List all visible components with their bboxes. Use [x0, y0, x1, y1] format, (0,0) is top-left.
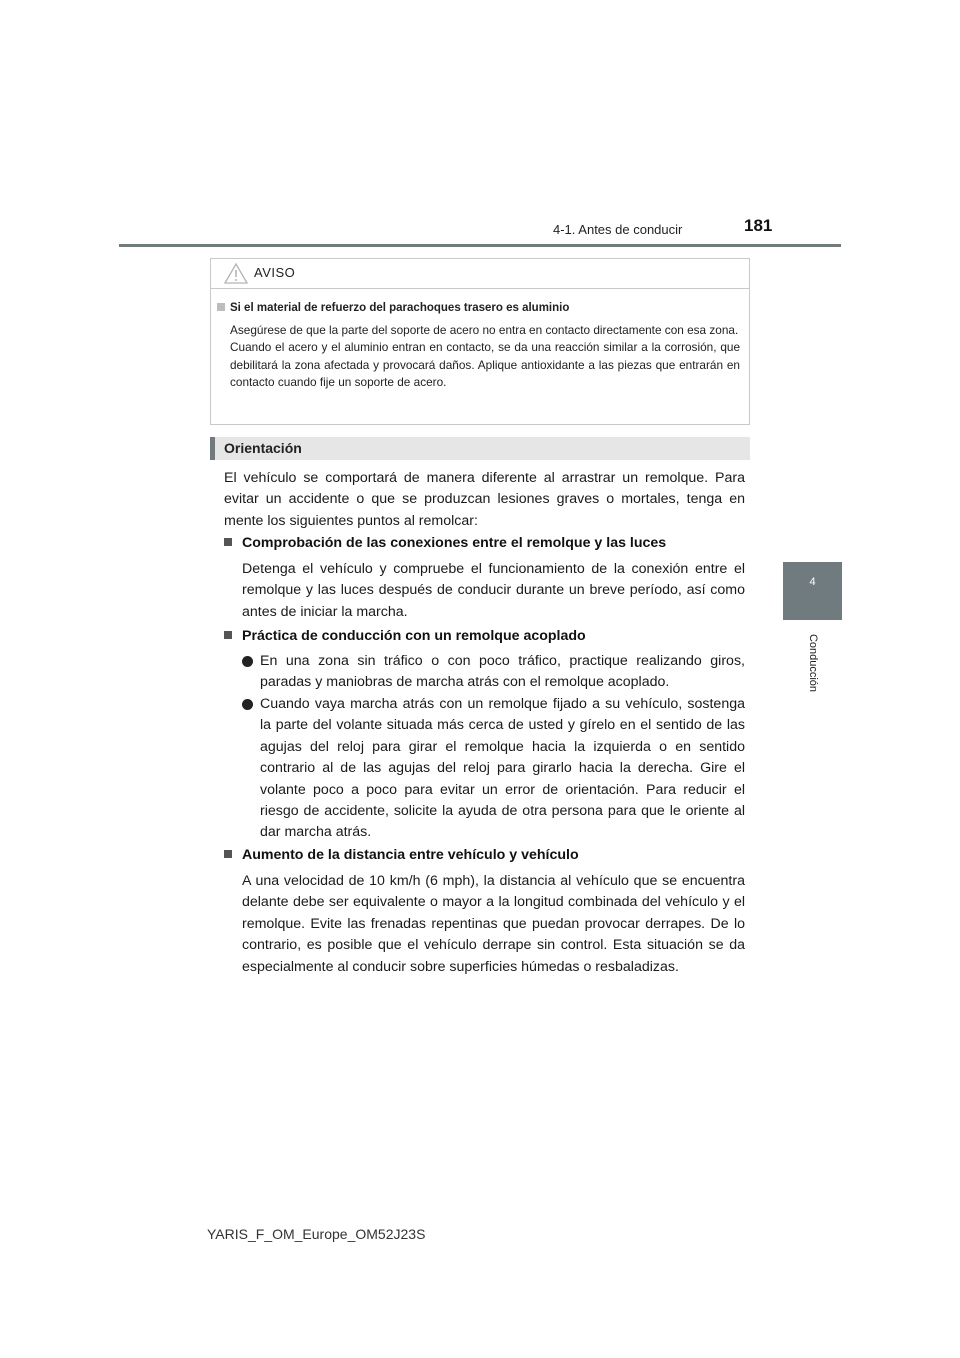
warning-box: [210, 258, 750, 425]
warning-title: AVISO: [254, 265, 296, 280]
warning-paragraph: Asegúrese de que la parte del soporte de acero no entra en contacto directamente con esa zona.: [230, 323, 739, 337]
item-heading: Aumento de la distancia entre vehículo y vehículo: [224, 847, 579, 863]
item-text: A una velocidad de 10 km/h (6 mph), la distancia al vehículo que se encuentra delante debe ser equivalente o mayor a la longitud combinada del vehículo y el remolque. Evite las frenadas repentinas que puedan provocar derrapes. De lo contrario, es posible que el vehículo derrape sin control. Esta situación se da especialmente al conducir sobre superficies húmedas o resbaladizas.: [242, 873, 745, 975]
item-heading: Práctica de conducción con un remolque acoplado: [224, 628, 586, 644]
header-divider: [119, 244, 841, 247]
chapter-tab: [783, 562, 842, 620]
section-intro: El vehículo se comportará de manera diferente al arrastrar un remolque. Para evitar un accidente o que se produzcan lesiones graves o mortales, tenga en mente los siguientes puntos al remolcar:: [224, 470, 745, 529]
header-section-label: 4-1. Antes de conducir: [553, 222, 683, 237]
warning-header: [211, 259, 749, 289]
section-heading-bar: [210, 437, 750, 460]
list-item: Cuando vaya marcha atrás con un remolque fijado a su vehículo, sostenga la parte del volante situada más cerca de usted y gírelo en el sentido de las agujas del reloj para girar el remolque hacia la izquierda o en sentido contrario al de las agujas del reloj para girarlo hacia la derecha. Gire el volante poco a poco para evitar un error de orientación. Para reducir el riesgo de accidente, solicite la ayuda de otra persona para que le oriente al dar marcha atrás.: [242, 694, 745, 844]
page-number: 181: [744, 216, 773, 235]
warning-subtitle: Si el material de refuerzo del parachoques trasero es aluminio: [217, 302, 569, 314]
section-heading-accent: [210, 437, 215, 460]
warning-paragraph: Cuando el acero y el aluminio entran en contacto, se da una reacción similar a la corrosión, que debilitará la zona afectada y provocará daños. Aplique antioxidante a las piezas que entrarán en contacto cuando fije un soporte de acero.: [230, 340, 740, 389]
warning-triangle-icon: [224, 263, 248, 289]
square-bullet-icon: [217, 303, 225, 311]
round-bullet-icon: [242, 699, 253, 710]
square-bullet-icon: [224, 538, 232, 546]
document-code: YARIS_F_OM_Europe_OM52J23S: [207, 1226, 426, 1242]
item-text: Detenga el vehículo y compruebe el funcionamiento de la conexión entre el remolque y las luces después de conducir durante un breve período, así como antes de iniciar la marcha.: [242, 561, 745, 620]
round-bullet-icon: [242, 656, 253, 667]
square-bullet-icon: [224, 850, 232, 858]
chapter-label: Conducción: [807, 633, 819, 693]
chapter-number: 4: [809, 576, 816, 588]
item-heading: Comprobación de las conexiones entre el remolque y las luces: [224, 535, 666, 551]
warning-text: [230, 322, 740, 391]
section-title: Orientación: [224, 440, 302, 456]
square-bullet-icon: [224, 631, 232, 639]
list-item: En una zona sin tráfico o con poco tráfico, practique realizando giros, paradas y maniobras de marcha atrás con el remolque acoplado.: [242, 651, 745, 694]
